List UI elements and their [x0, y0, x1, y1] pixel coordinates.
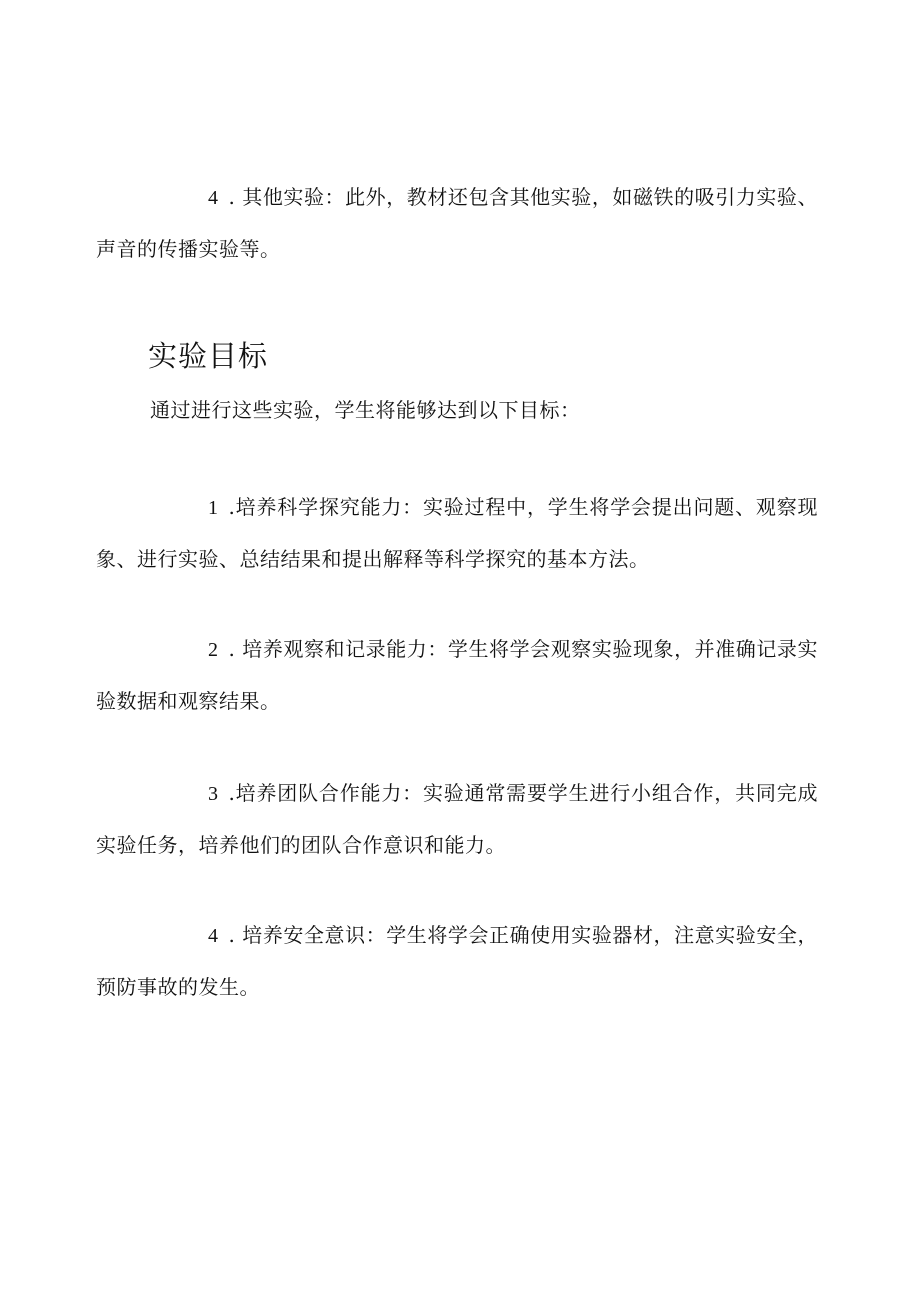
item-text: .培养科学探究能力：实验过程中，学生将学会提出问题、观察现象、进行实验、总结结果和提出解释等科学探究的基本方法。 — [96, 495, 818, 571]
item-text: .培养团队合作能力：实验通常需要学生进行小组合作，共同完成实验任务，培养他们的团队合作意识和能力。 — [96, 781, 818, 857]
item-text: . 其他实验：此外，教材还包含其他实验，如磁铁的吸引力实验、声音的传播实验等。 — [96, 185, 818, 261]
item-number: 1 — [208, 497, 219, 519]
item-number: 2 — [208, 639, 219, 661]
item-number: 4 — [208, 187, 219, 209]
experiment-item-4 — [96, 172, 818, 275]
section-heading-goals: 实验目标 — [148, 339, 269, 373]
goal-item-2 — [96, 624, 818, 727]
item-text: . 培养观察和记录能力：学生将学会观察实验现象，并准确记录实验数据和观察结果。 — [96, 637, 818, 713]
goal-item-4 — [96, 910, 818, 1013]
item-number: 4 — [208, 925, 219, 947]
goal-item-3 — [96, 768, 818, 871]
item-number: 3 — [208, 783, 219, 805]
item-text: . 培养安全意识：学生将学会正确使用实验器材，注意实验安全，预防事故的发生。 — [96, 923, 818, 999]
goals-intro: 通过进行这些实验，学生将能够达到以下目标： — [150, 398, 581, 422]
goal-item-1 — [96, 482, 818, 585]
